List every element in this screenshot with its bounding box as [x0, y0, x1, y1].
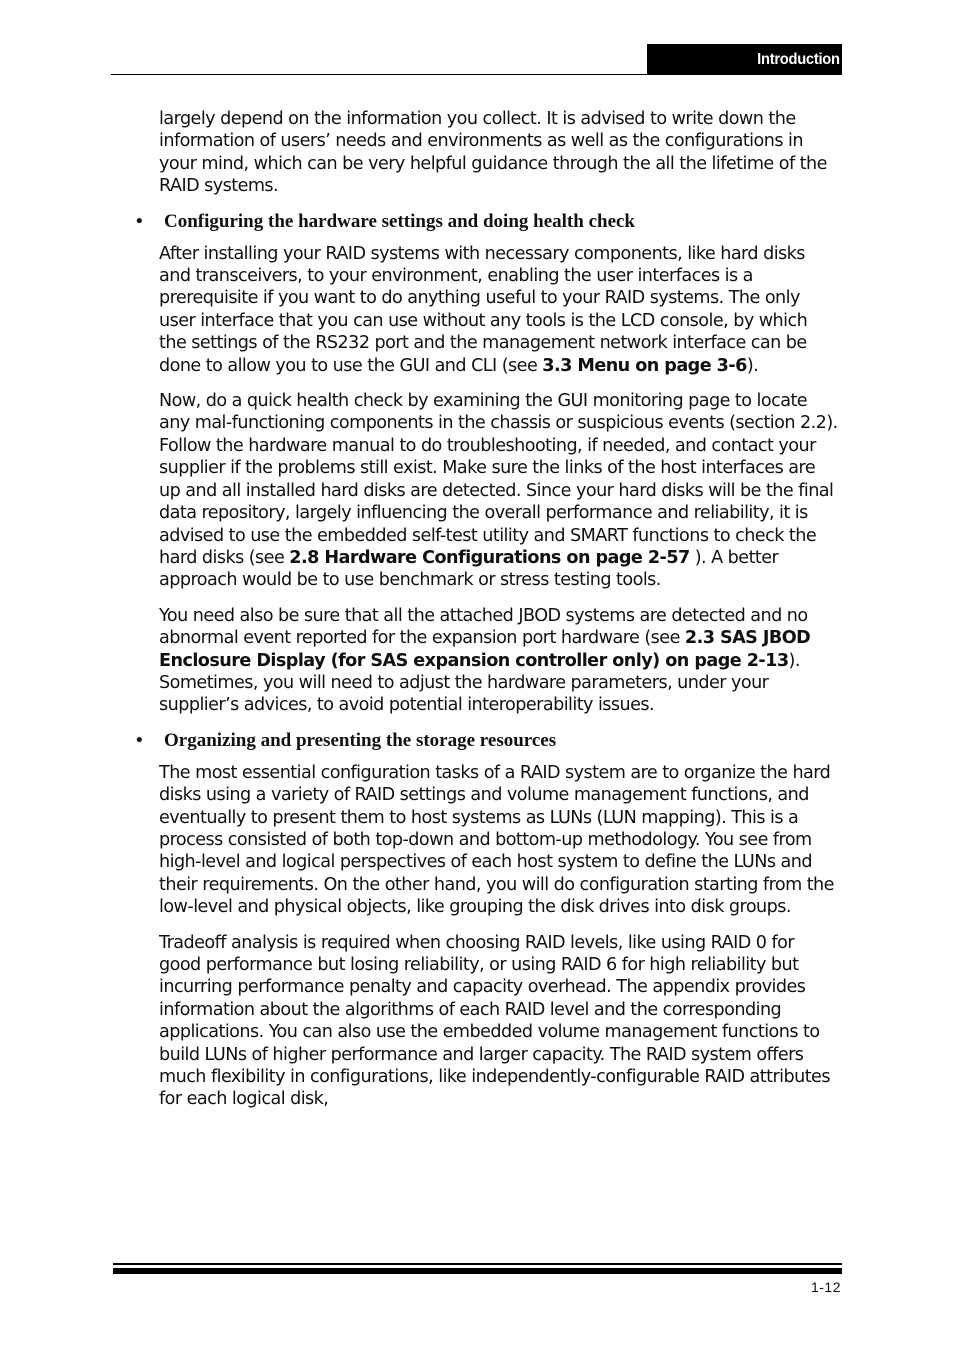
bullet-heading-text: Organizing and presenting the storage resources: [164, 729, 557, 751]
cross-reference-link[interactable]: 2.3 SAS JBOD Enclosure Display (for SAS expansion controller only) on page 2-13: [159, 628, 811, 671]
page-number: 1-12: [810, 1279, 841, 1295]
footer-rule-thick: [113, 1268, 842, 1274]
paragraph-health-check: [159, 390, 839, 592]
page-content: [136, 108, 839, 1124]
paragraph-text: Now, do a quick health check by examining the GUI monitoring page to locate any mal-functioning components in the chassis or suspicious events (section 2.2). Follow the hardware manual to do troubleshooting, if needed, and contact your supplier if the problems still exist. Make sure the links of the host interfaces are up and all installed hard disks are detected. Since your hard disks will be the final data repository, largely influencing the overall performance and reliability, it is advised to use the embedded self-test utility and SMART functions to check the hard disks (see: [159, 391, 838, 568]
paragraph-text: ). Sometimes, you will need to adjust the hardware parameters, under your supplier’s advices, to avoid potential interoperability issues.: [159, 650, 800, 716]
paragraph-configuration-tasks: The most essential configuration tasks of a RAID system are to organize the hard disks using a variety of RAID settings and volume management functions, and eventually to present them to host systems as LUNs (LUN mapping). This is a process consisted of both top-down and bottom-up methodology. You see from high-level and logical perspectives of each host system to define the LUNs and their requirements. On the other hand, you will do configuration starting from the low-level and physical objects, like grouping the disk drives into disk groups.: [159, 762, 834, 918]
bullet-marker: •: [136, 729, 143, 751]
section-header-tab: [647, 44, 842, 75]
section-title: Introduction: [757, 51, 840, 68]
bullet-heading-storage: [136, 730, 816, 752]
paragraph-jbod: [159, 605, 839, 717]
paragraph-text: You need also be sure that all the attached JBOD systems are detected and no abnormal event reported for the expansion port hardware (see: [159, 605, 808, 649]
paragraph-tradeoff-analysis: Tradeoff analysis is required when choosing RAID levels, like using RAID 0 for good performance but losing reliability, or using RAID 6 for high reliability but incurring performance penalty and capacity overhead. The appendix provides information about the algorithms of each RAID level and the corresponding applications. You can also use the embedded volume management functions to build LUNs of higher performance and larger capacity. The RAID system offers much flexibility in configurations, like independently-configurable RAID attributes for each logical disk,: [159, 932, 830, 1110]
bullet-heading-hardware: [136, 211, 816, 233]
bullet-heading-text: Configuring the hardware settings and doing health check: [164, 210, 636, 232]
footer-rule-thin: [113, 1263, 842, 1265]
bullet-marker: •: [136, 210, 143, 232]
cross-reference-link[interactable]: 2.8 Hardware Configurations on page 2-57: [289, 547, 690, 568]
paragraph-text: ). A better approach would be to use benchmark or stress testing tools.: [159, 547, 779, 591]
paragraph-text: ).: [746, 355, 759, 376]
paragraph-text: After installing your RAID systems with necessary components, like hard disks and transceivers, to your environment, enabling the user interfaces is a prerequisite if you want to do anything useful to your RAID systems. The only user interface that you can use without any tools is the LCD console, by which the settings of the RS232 port and the management network interface can be done to allow you to use the GUI and CLI (see: [159, 243, 808, 376]
intro-paragraph: largely depend on the information you collect. It is advised to write down the information of users’ needs and environments as well as the configurations in your mind, which can be very helpful guidance through the all the lifetime of the RAID systems.: [159, 109, 827, 197]
paragraph-user-interfaces: [159, 243, 839, 377]
cross-reference-link[interactable]: 3.3 Menu on page 3-6: [542, 355, 747, 376]
